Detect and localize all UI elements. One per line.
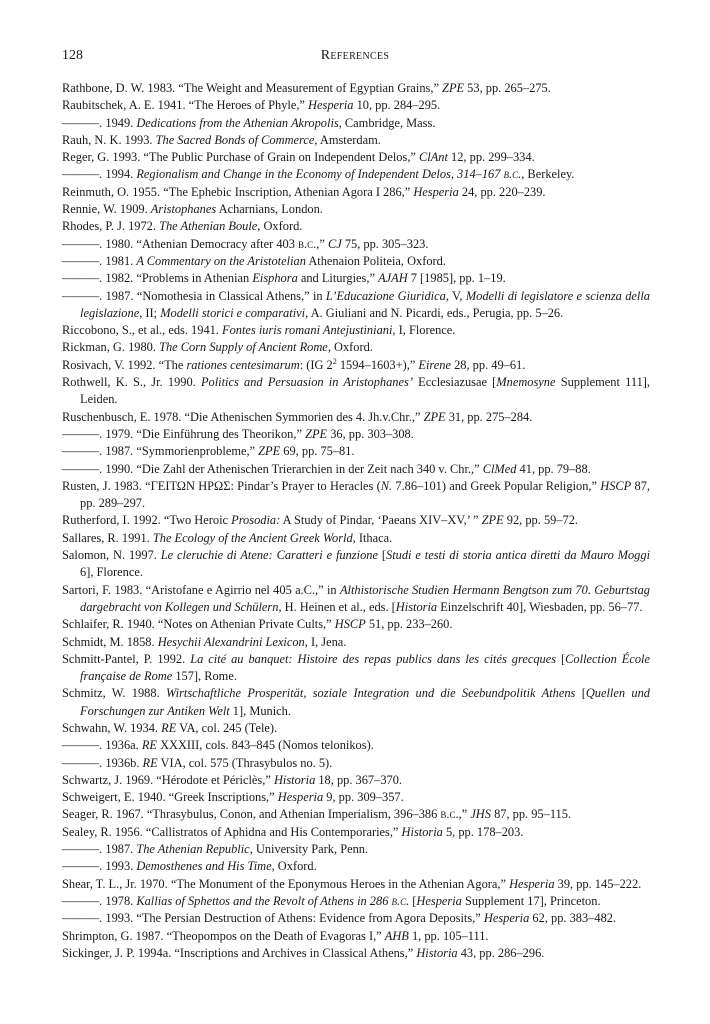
reference-text-segment: ———. 1994.: [62, 167, 137, 182]
reference-entry: [62, 270, 650, 287]
reference-entry: [62, 115, 650, 132]
reference-text-segment: The Corn Supply of Ancient Rome: [159, 340, 328, 355]
reference-text-segment: 5, pp. 178–203.: [442, 824, 524, 839]
reference-text-segment: Sartori, F. 1983. “Aristofane e Agirrio nel 405 a.C.,” in: [62, 582, 340, 597]
reference-text-segment: Regionalism and Change in the Economy of Independent Delos, 314–167: [136, 167, 504, 182]
reference-entry: [62, 910, 650, 927]
reference-text-segment: b.c.: [503, 167, 522, 182]
reference-text-segment: ———. 1982. “Problems in Athenian: [62, 271, 253, 286]
reference-text-segment: 18, pp. 367–370.: [315, 772, 402, 787]
reference-text-segment: , Amsterdam.: [314, 132, 381, 147]
reference-text-segment: Rennie, W. 1909.: [62, 202, 151, 217]
reference-text-segment: 1], Munich.: [229, 703, 291, 718]
reference-entry: [62, 685, 650, 720]
reference-text-segment: ClAnt: [419, 150, 448, 165]
reference-text-segment: Le cleruchie di Atene: Caratteri e funzione: [160, 548, 378, 563]
reference-text-segment: Hesperia: [416, 893, 462, 908]
reference-entry: [62, 288, 650, 323]
reference-text-segment: 28, pp. 49–61.: [451, 357, 526, 372]
reference-text-segment: ZPE: [423, 409, 446, 424]
reference-entry: [62, 461, 650, 478]
reference-text-segment: 10, pp. 284–295.: [353, 98, 441, 113]
reference-text-segment: Einzelschrift 40], Wiesbaden, pp. 56–77.: [437, 599, 643, 614]
reference-entry: [62, 616, 650, 633]
reference-text-segment: Historia: [273, 772, 316, 787]
reference-text-segment: Historia: [416, 945, 458, 960]
reference-text-segment: 7 [1985], pp. 1–19.: [407, 271, 506, 286]
reference-text-segment: 39, pp. 145–222.: [554, 876, 642, 891]
reference-text-segment: , Oxford.: [271, 859, 317, 874]
reference-text-segment: Schmitt-Pantel, P. 1992.: [62, 651, 191, 666]
reference-text-segment: ———. 1979. “Die Einführung des Theorikon,”: [62, 426, 306, 441]
page-header: [0, 48, 710, 68]
reference-text-segment: [: [409, 893, 417, 908]
reference-text-segment: 53, pp. 265–275.: [464, 81, 551, 95]
reference-entry: [62, 443, 650, 460]
reference-entry: [62, 772, 650, 789]
reference-text-segment: RE: [161, 720, 177, 735]
reference-text-segment: The Athenian Boule: [159, 219, 258, 234]
reference-entry: [62, 824, 650, 841]
reference-text-segment: , Cambridge, Mass.: [338, 115, 436, 130]
reference-text-segment: 87, pp. 289–297.: [80, 478, 650, 511]
reference-text-segment: Ruschenbusch, E. 1978. “Die Athenischen Symmorien des 4. Jh.v.Chr.,”: [62, 409, 424, 424]
reference-entry: [62, 876, 650, 893]
reference-text-segment: Studi e testi di storia antica diretti da Mauro Moggi: [386, 548, 651, 563]
reference-entry: [62, 149, 650, 166]
reference-text-segment: Hesperia: [308, 98, 354, 113]
reference-text-segment: Supplement 17], Princeton.: [461, 893, 601, 908]
reference-text-segment: Eirene: [418, 357, 451, 372]
reference-text-segment: Althistorische Studien Hermann Bengtson zum 70. Geburtstag dargebracht von Kollegen und Schülern: [80, 582, 650, 614]
reference-entry: [62, 893, 650, 910]
reference-text-segment: Schwartz, J. 1969. “Hérodote et Périclès,”: [62, 772, 274, 787]
reference-text-segment: ———. 1981.: [62, 253, 137, 268]
reference-text-segment: 92, pp. 59–72.: [503, 513, 579, 528]
reference-text-segment: Mnemosyne: [496, 375, 556, 390]
page-number: 128: [62, 48, 83, 63]
reference-text-segment: , Oxford.: [257, 219, 303, 234]
reference-text-segment: Rathbone, D. W. 1983. “The Weight and Measurement of Egyptian Grains,”: [62, 81, 443, 95]
reference-text-segment: Schwahn, W. 1934.: [62, 720, 162, 735]
reference-text-segment: Rusten, J. 1983. “ΓΕΙΤΩΝ ΗΡΩΣ: Pindar’s Prayer to Heracles (: [62, 478, 381, 493]
reference-text-segment: : (IG 2: [299, 357, 333, 372]
reference-text-segment: 36, pp. 303–308.: [327, 426, 414, 441]
reference-entry: [62, 530, 650, 547]
reference-text-segment: ———. 1993.: [62, 859, 137, 874]
reference-text-segment: Rosivach, V. 1992. “The: [62, 357, 187, 372]
reference-text-segment: Modelli di legislatore e scienza della legislazione: [80, 288, 650, 320]
reference-text-segment: 1, pp. 105–111.: [408, 928, 489, 943]
reference-entry: [62, 374, 650, 409]
reference-entry: [62, 201, 650, 218]
reference-text-segment: Rauh, N. K. 1993.: [62, 132, 156, 147]
reference-text-segment: 87, pp. 95–115.: [490, 807, 572, 822]
reference-text-segment: Demosthenes and His Time: [136, 859, 272, 874]
reference-text-segment: , Oxford.: [327, 340, 373, 355]
reference-text-segment: Kallias of Sphettos and the Revolt of Athens in 286: [136, 893, 392, 908]
reference-text-segment: 62, pp. 383–482.: [529, 911, 617, 926]
reference-entry: [62, 478, 650, 513]
reference-text-segment: ———. 1993. “The Persian Destruction of Athens: Evidence from Agora Deposits,”: [62, 911, 484, 926]
reference-entry: [62, 720, 650, 737]
reference-text-segment: 75, pp. 305–323.: [341, 236, 429, 251]
reference-text-segment: Hesperia: [413, 184, 459, 199]
reference-text-segment: Rhodes, P. J. 1972.: [62, 219, 160, 234]
reference-text-segment: ZPE: [442, 81, 465, 95]
reference-text-segment: ———. 1987. “Symmorienprobleme,”: [62, 444, 259, 459]
reference-list: [62, 80, 650, 962]
reference-text-segment: , I, Jena.: [304, 634, 347, 649]
reference-text-segment: RE: [141, 738, 157, 753]
reference-text-segment: Modelli storici e comparativi: [160, 305, 306, 320]
reference-text-segment: 51, pp. 233–260.: [365, 617, 453, 632]
reference-text-segment: 41, pp. 79–88.: [516, 461, 591, 476]
reference-entry: [62, 409, 650, 426]
running-head: References: [320, 48, 390, 63]
reference-text-segment: 24, pp. 220–239.: [458, 184, 546, 199]
reference-text-segment: Reger, G. 1993. “The Public Purchase of Grain on Independent Delos,”: [62, 150, 420, 165]
reference-text-segment: , H. Heinen et al., eds. [: [278, 599, 396, 614]
reference-text-segment: b.c.: [391, 893, 410, 908]
reference-text-segment: [: [575, 686, 586, 701]
reference-text-segment: 7.86–101) and Greek Popular Religion,”: [392, 478, 601, 493]
reference-text-segment: AHB: [384, 928, 409, 943]
reference-text-segment: ———. 1936a.: [62, 738, 142, 753]
reference-text-segment: Politics and Persuasion in Aristophanes’: [200, 375, 413, 390]
reference-text-segment: JHS: [470, 807, 491, 822]
reference-text-segment: N.: [380, 478, 393, 493]
reference-text-segment: Rutherford, I. 1992. “Two Heroic: [62, 513, 232, 528]
reference-text-segment: Historia: [401, 824, 443, 839]
reference-text-segment: Historia: [395, 599, 438, 614]
reference-entry: [62, 945, 650, 962]
reference-text-segment: , II;: [139, 305, 161, 320]
reference-text-segment: Riccobono, S., et al., eds. 1941.: [62, 323, 223, 338]
reference-entry: [62, 97, 650, 114]
reference-entry: [62, 547, 650, 582]
reference-text-segment: Raubitschek, A. E. 1941. “The Heroes of Phyle,”: [62, 98, 309, 113]
reference-text-segment: Hesychii Alexandrini Lexicon: [157, 634, 305, 649]
reference-text-segment: Collection École française de Rome: [80, 651, 650, 684]
reference-entry: [62, 928, 650, 945]
reference-text-segment: Sickinger, J. P. 1994a. “Inscriptions and Archives in Classical Athens,”: [62, 945, 417, 960]
reference-text-segment: ———. 1987. “Nomothesia in Classical Athens,” in: [62, 288, 326, 303]
reference-entry: [62, 858, 650, 875]
reference-text-segment: Wirtschaftliche Prosperität, soziale Integration und die Seebundpolitik Athens: [165, 686, 576, 701]
reference-entry: [62, 755, 650, 772]
reference-text-segment: Shear, T. L., Jr. 1970. “The Monument of the Eponymous Heroes in the Athenian Agora,”: [62, 876, 510, 891]
reference-entry: [62, 339, 650, 356]
reference-entry: [62, 634, 650, 651]
reference-entry: [62, 651, 650, 686]
reference-entry: [62, 357, 650, 374]
reference-text-segment: 6], Florence.: [80, 565, 143, 580]
reference-text-segment: ———. 1987.: [62, 842, 137, 857]
reference-text-segment: The Sacred Bonds of Commerce: [155, 132, 315, 147]
reference-text-segment: ———. 1936b.: [62, 755, 143, 770]
reference-text-segment: Schweigert, E. 1940. “Greek Inscriptions,”: [62, 790, 278, 805]
reference-text-segment: rationes centesimarum: [186, 357, 300, 372]
reference-text-segment: The Ecology of the Ancient Greek World: [152, 530, 353, 545]
reference-entry: [62, 80, 650, 97]
reference-text-segment: ———. 1978.: [62, 893, 137, 908]
reference-text-segment: Hesperia: [483, 911, 530, 926]
reference-text-segment: ———. 1980. “Athenian Democracy after 403: [62, 236, 299, 251]
reference-entry: [62, 253, 650, 270]
reference-text-segment: Dedications from the Athenian Akropolis: [136, 115, 339, 130]
reference-entry: [62, 512, 650, 529]
reference-text-segment: 2: [332, 356, 337, 366]
reference-text-segment: Hesperia: [277, 790, 324, 805]
reference-text-segment: The Athenian Republic: [136, 842, 250, 857]
reference-entry: [62, 789, 650, 806]
reference-entry: [62, 184, 650, 201]
reference-text-segment: Rothwell, K. S., Jr. 1990.: [62, 375, 201, 390]
reference-text-segment: and Liturgies,”: [297, 271, 379, 286]
reference-entry: [62, 322, 650, 339]
reference-text-segment: CJ: [327, 236, 342, 251]
reference-text-segment: Salomon, N. 1997.: [62, 548, 161, 563]
reference-text-segment: La cité au banquet: Histoire des repas publics dans les cités grecques: [190, 651, 557, 666]
reference-text-segment: 31, pp. 275–284.: [445, 409, 533, 424]
reference-entry: [62, 426, 650, 443]
reference-text-segment: Sallares, R. 1991.: [62, 530, 153, 545]
reference-text-segment: , V,: [445, 288, 466, 303]
reference-text-segment: Rickman, G. 1980.: [62, 340, 160, 355]
reference-text-segment: , Berkeley.: [521, 167, 575, 182]
reference-text-segment: [: [377, 548, 386, 563]
reference-text-segment: 69, pp. 75–81.: [280, 444, 355, 459]
reference-entry: [62, 841, 650, 858]
reference-text-segment: VA, col. 245 (Tele).: [176, 720, 278, 735]
reference-text-segment: HSCP: [334, 617, 366, 632]
reference-entry: [62, 132, 650, 149]
reference-text-segment: Prosodia:: [231, 513, 281, 528]
reference-text-segment: Hesperia: [509, 876, 555, 891]
reference-text-segment: , Ithaca.: [352, 530, 393, 545]
reference-text-segment: 12, pp. 299–334.: [447, 150, 535, 165]
reference-text-segment: Quellen und Forschungen zur Antiken Welt: [80, 686, 650, 718]
reference-text-segment: XXXIII, cols. 843–845 (Nomos telonikos).: [156, 738, 374, 753]
reference-entry: [62, 737, 650, 754]
reference-text-segment: A Study of Pindar, ‘Paeans XIV–XV,’ ”: [280, 513, 482, 528]
reference-entry: [62, 582, 650, 617]
reference-text-segment: Athenaion Politeia, Oxford.: [305, 253, 446, 268]
reference-text-segment: Fontes iuris romani Antejustiniani: [222, 323, 393, 338]
reference-text-segment: ,”: [316, 236, 328, 251]
reference-text-segment: Aristophanes: [150, 202, 217, 217]
reference-text-segment: RE: [142, 755, 158, 770]
reference-text-segment: Shrimpton, G. 1987. “Theopompos on the Death of Evagoras I,”: [62, 928, 385, 943]
reference-text-segment: ,”: [458, 807, 471, 822]
reference-text-segment: Reinmuth, O. 1955. “The Ephebic Inscription, Athenian Agora I 286,”: [62, 184, 414, 199]
reference-text-segment: Supplement 111], Leiden.: [80, 375, 650, 407]
reference-text-segment: , University Park, Penn.: [249, 842, 369, 857]
reference-entry: [62, 218, 650, 235]
reference-text-segment: Seager, R. 1967. “Thrasybulus, Conon, and Athenian Imperialism, 396–386: [62, 807, 441, 822]
reference-text-segment: 43, pp. 286–296.: [457, 945, 545, 960]
reference-text-segment: ———. 1949.: [62, 115, 137, 130]
reference-text-segment: Schmidt, M. 1858.: [62, 634, 158, 649]
reference-text-segment: 1594–1603+),”: [336, 357, 419, 372]
reference-text-segment: b.c.: [440, 807, 459, 822]
reference-text-segment: 157], Rome.: [172, 669, 237, 684]
reference-entry: [62, 806, 650, 823]
reference-text-segment: ———. 1990. “Die Zahl der Athenischen Trierarchien in der Zeit nach 340 v. Chr.,”: [62, 461, 483, 476]
reference-text-segment: , A. Giuliani and N. Picardi, eds., Perugia, pp. 5–26.: [305, 305, 564, 320]
reference-text-segment: 9, pp. 309–357.: [323, 790, 404, 805]
reference-text-segment: AJAH: [378, 271, 408, 286]
reference-text-segment: Sealey, R. 1956. “Callistratos of Aphidna and His Contemporaries,”: [62, 824, 402, 839]
reference-text-segment: Schmitz, W. 1988.: [62, 686, 166, 701]
reference-text-segment: [: [556, 651, 566, 666]
reference-text-segment: A Commentary on the Aristotelian: [136, 253, 306, 268]
reference-entry: [62, 236, 650, 253]
reference-text-segment: Schlaifer, R. 1940. “Notes on Athenian Private Cults,”: [62, 617, 335, 632]
reference-text-segment: b.c.: [298, 236, 317, 251]
reference-text-segment: , I, Florence.: [392, 323, 456, 338]
reference-text-segment: ZPE: [305, 426, 328, 441]
reference-text-segment: L’Educazione Giuridica: [325, 288, 446, 303]
reference-text-segment: ClMed: [482, 461, 517, 476]
reference-text-segment: Eisphora: [252, 271, 298, 286]
reference-text-segment: ZPE: [258, 444, 281, 459]
reference-text-segment: ZPE: [481, 513, 504, 528]
reference-text-segment: Ecclesiazusae [: [412, 375, 497, 390]
reference-text-segment: Acharnians, London.: [216, 202, 323, 217]
reference-entry: [62, 166, 650, 183]
reference-text-segment: HSCP: [600, 478, 632, 493]
reference-text-segment: VIA, col. 575 (Thrasybulos no. 5).: [157, 755, 333, 770]
